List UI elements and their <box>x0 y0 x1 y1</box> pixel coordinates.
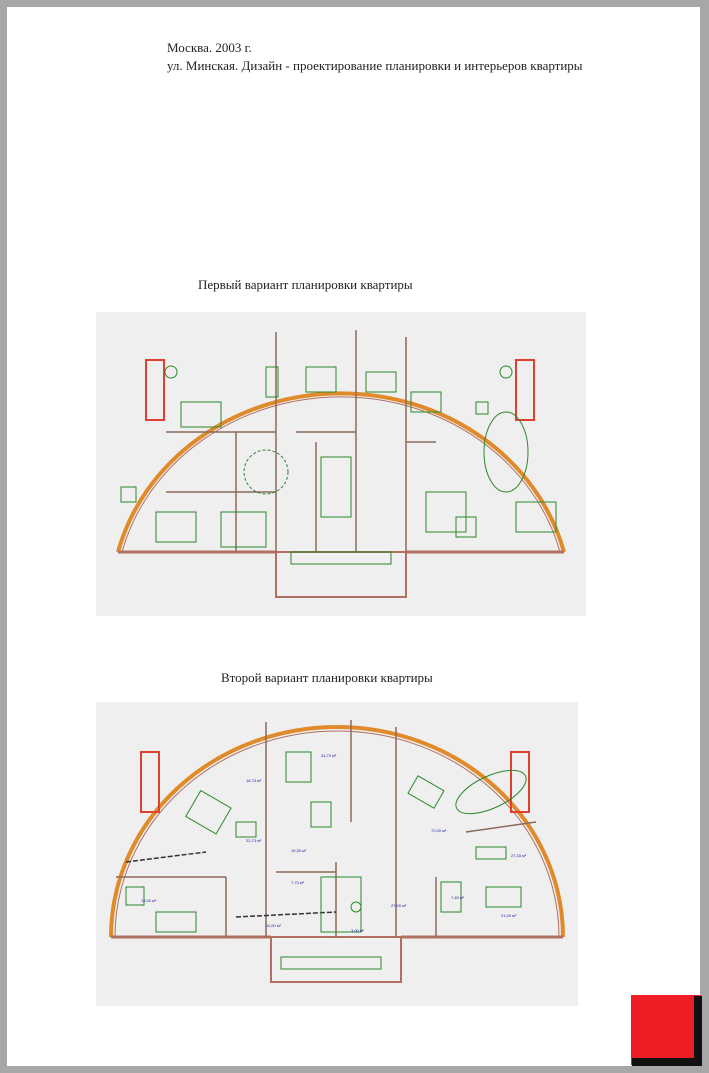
plan2-area-label: 11,00 м² <box>266 923 281 928</box>
header-city-year: Москва. 2003 г. <box>167 40 252 55</box>
plan2-caption: Второй вариант планировки квартиры <box>221 670 433 685</box>
plan1-caption: Первый вариант планировки квартиры <box>198 277 413 292</box>
plan2-facade-arc <box>111 727 563 937</box>
plan2-area-label: 24,73 м² <box>321 753 337 758</box>
plan1-image <box>96 312 586 616</box>
plan2-drawing <box>96 702 578 1006</box>
plan2-area-label: 3,00 м² <box>351 928 364 933</box>
plan2-area-label: 16,73 м² <box>246 778 262 783</box>
plan2-area-label: 19,30 м² <box>291 848 307 853</box>
plan2-area-label: 72,00 м² <box>431 828 447 833</box>
accent-red-square <box>631 995 701 1065</box>
header-project-title: ул. Минская. Дизайн - проектирование планировки и интерьеров квартиры <box>167 58 583 73</box>
accent-square-shadow <box>694 996 702 1066</box>
plan2-area-label: 27,33 м² <box>511 853 527 858</box>
document-page <box>7 7 700 1066</box>
plan2-area-label: 27,00 м² <box>391 903 407 908</box>
plan2-area-label: 22,73 м² <box>246 838 262 843</box>
plan1-facade-arc <box>118 393 564 552</box>
plan2-image <box>96 702 578 1006</box>
plan2-area-label: 7,45 м² <box>451 895 464 900</box>
plan1-drawing <box>96 312 586 616</box>
plan2-area-label: 7,73 м² <box>291 880 304 885</box>
plan2-area-label: 19,20 м² <box>141 898 157 903</box>
accent-square-shadow-bottom <box>632 1058 702 1066</box>
plan2-area-label: 21,00 м² <box>501 913 517 918</box>
